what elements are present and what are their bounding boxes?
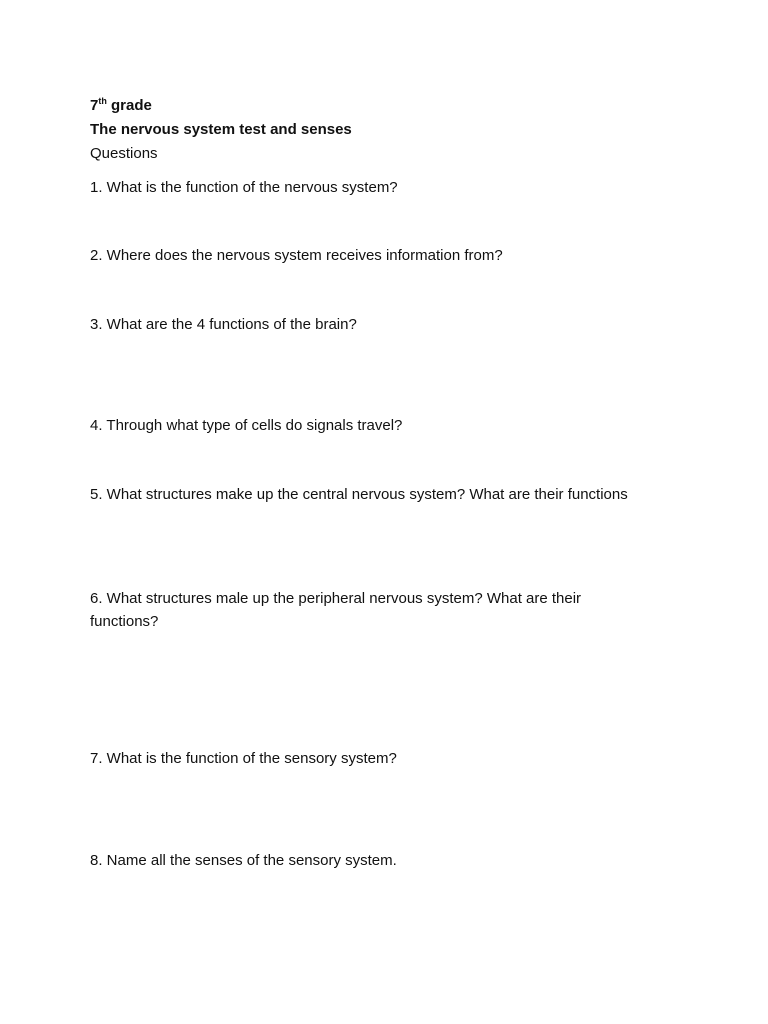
section-label: Questions — [90, 145, 158, 162]
question-8: 8. Name all the senses of the sensory system. — [90, 852, 397, 869]
question-1: 1. What is the function of the nervous system? — [90, 179, 398, 196]
question-6: 6. What structures male up the peripheral nervous system? What are their functions? — [90, 590, 582, 630]
grade-ordinal-suffix: th — [98, 96, 107, 106]
worksheet-title: The nervous system test and senses — [90, 121, 352, 138]
question-3: 3. What are the 4 functions of the brain? — [90, 316, 357, 333]
grade-number: 7 — [90, 97, 99, 114]
question-7: 7. What is the function of the sensory system? — [90, 750, 397, 767]
question-4: 4. Through what type of cells do signals travel? — [90, 417, 403, 434]
question-5: 5. What structures make up the central nervous system? What are their functions — [90, 486, 628, 503]
grade-heading — [90, 94, 152, 117]
grade-word: grade — [111, 97, 152, 114]
question-2: 2. Where does the nervous system receives information from? — [90, 247, 503, 264]
